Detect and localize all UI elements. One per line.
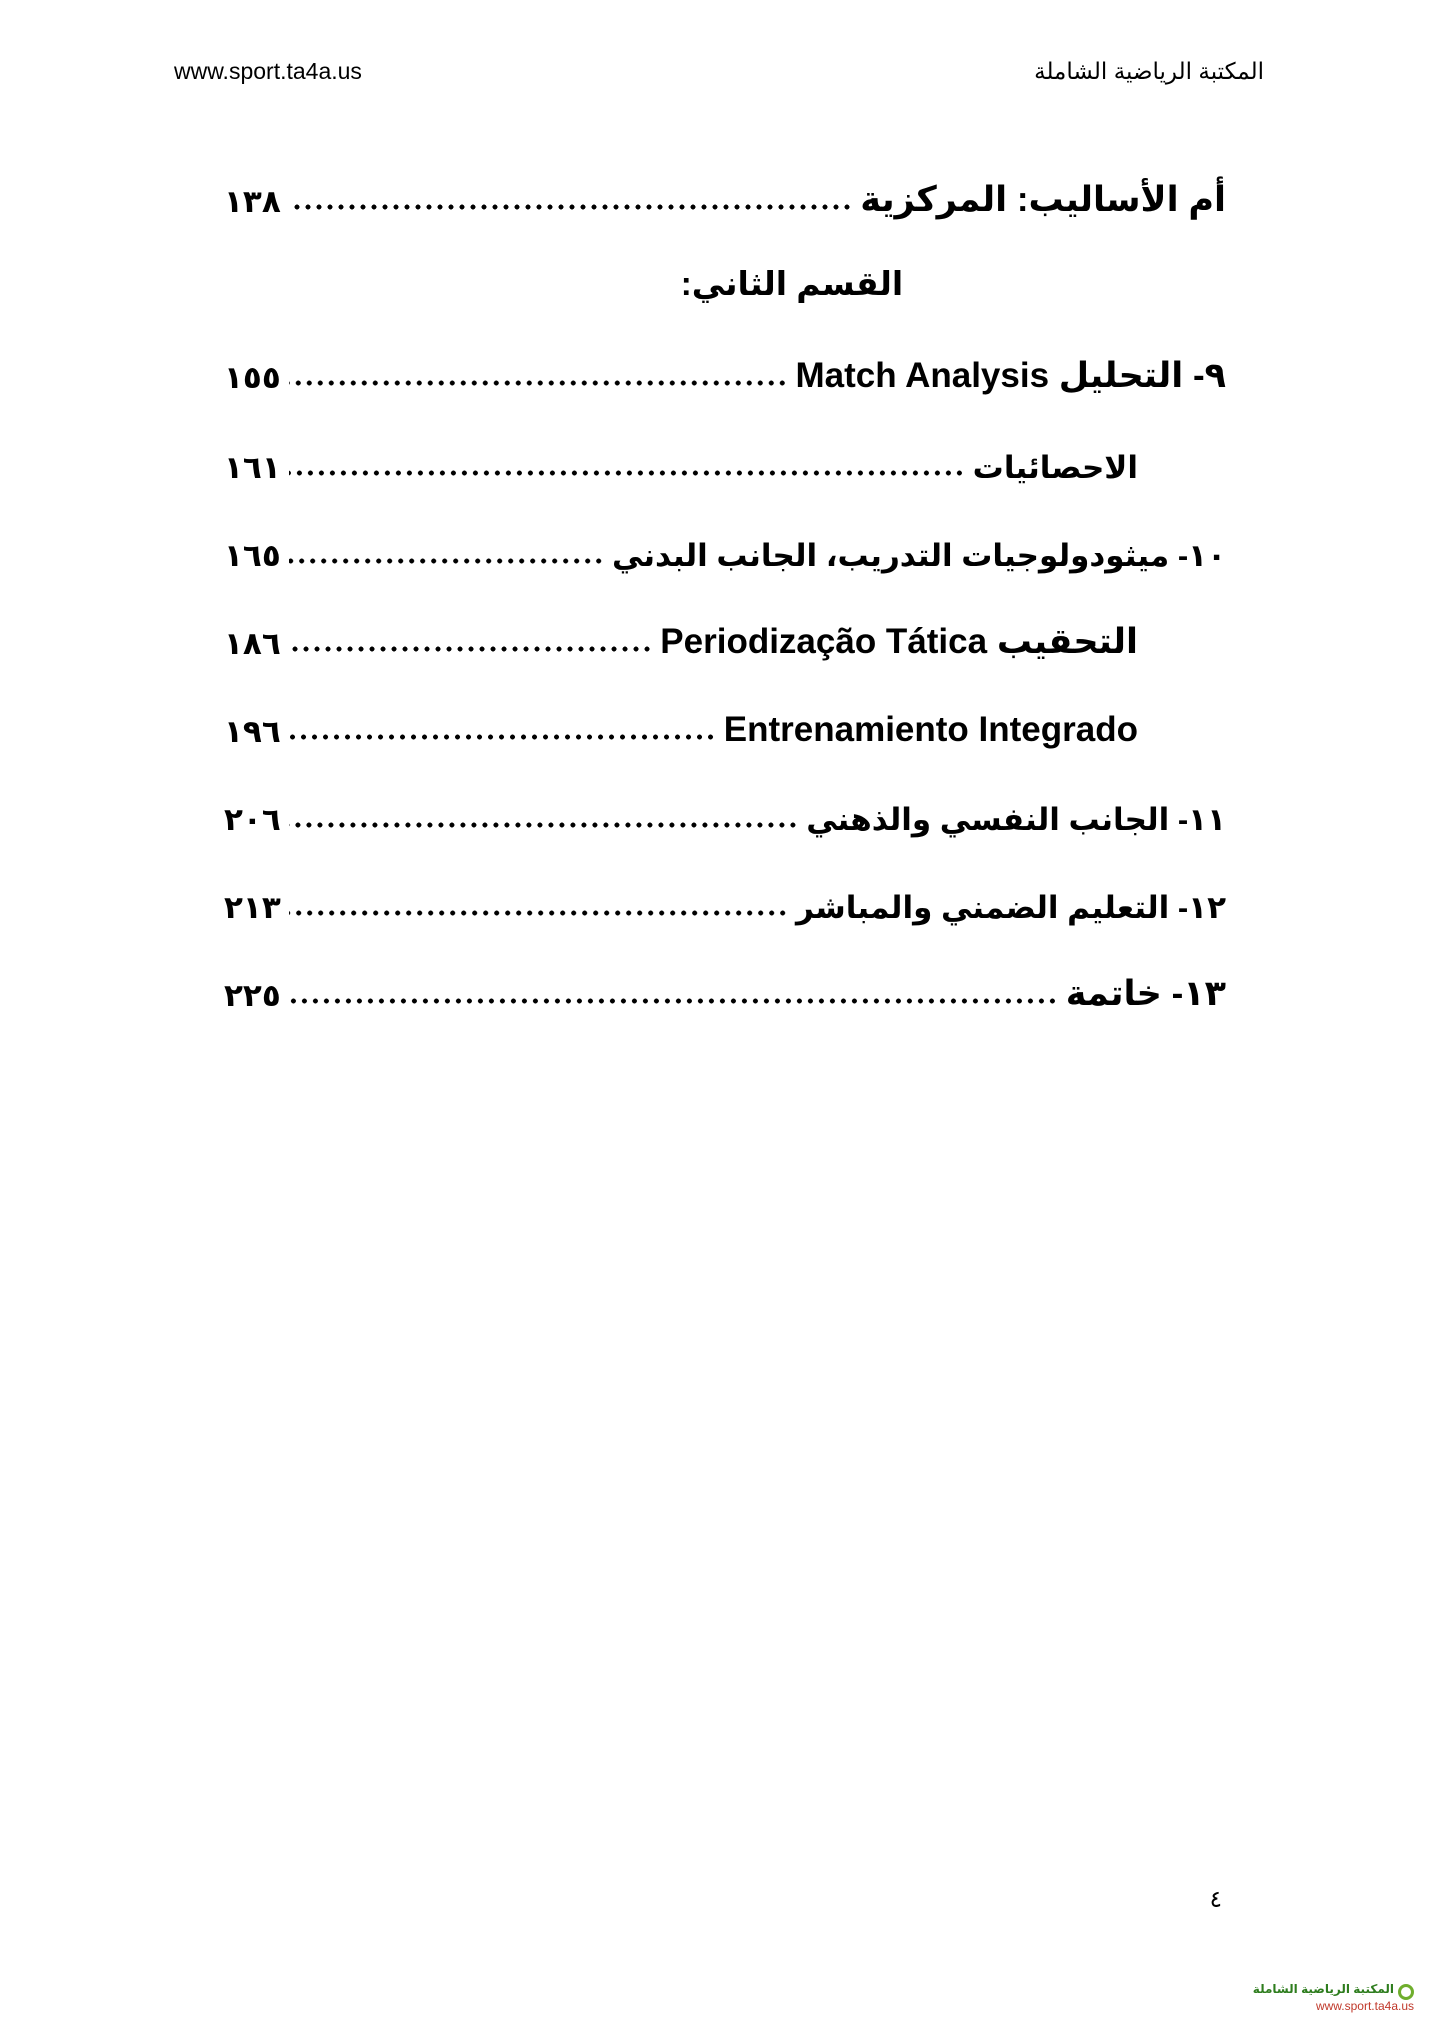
toc-entry-page: ١٣٨ (224, 184, 281, 219)
section-heading-text: القسم الثاني: (680, 265, 904, 302)
toc-entry (224, 792, 1226, 838)
logo-ring-icon (1398, 1984, 1414, 2000)
logo-url: www.sport.ta4a.us (1315, 1999, 1414, 2013)
toc-entry-page: ١٥٥ (224, 360, 281, 395)
toc-entry-page: ١٦١ (224, 450, 281, 485)
toc-entry-title: التحقيب Periodização Tática (660, 622, 1138, 661)
toc-entry-title: Entrenamiento Integrado (723, 710, 1138, 749)
toc-entry (224, 440, 1226, 486)
toc-entry-page: ٢١٣ (224, 890, 281, 925)
toc-entry (224, 350, 1226, 396)
toc-leader-dots (289, 556, 604, 566)
toc-leader-dots (289, 378, 788, 388)
section-heading (0, 264, 1434, 310)
header-url: www.sport.ta4a.us (174, 58, 362, 84)
page-number: ٤ (1209, 1886, 1222, 1912)
toc-entry-title: ١٠- ميثودولوجيات التدريب، الجانب البدني (611, 538, 1226, 573)
toc-entry-page: ١٩٦ (224, 714, 281, 749)
toc-entry-page: ١٨٦ (224, 626, 281, 661)
toc-entry (224, 968, 1226, 1014)
toc-entry (224, 528, 1226, 574)
toc-entry (224, 616, 1226, 662)
toc-entry-title: ٩- التحليل Match Analysis (795, 356, 1226, 395)
toc-entry (224, 174, 1226, 220)
toc-entry-title: ١٣- خاتمة (1065, 974, 1226, 1013)
toc-leader-dots (289, 732, 716, 742)
toc-leader-dots (289, 202, 853, 212)
library-logo (1252, 1982, 1414, 2016)
logo-text: المكتبة الرياضية الشاملة (1252, 1982, 1394, 1996)
toc-leader-dots (289, 820, 798, 830)
toc-entry (224, 704, 1226, 750)
toc-entry-page: ٢٢٥ (224, 978, 281, 1013)
toc-entry-page: ١٦٥ (224, 538, 281, 573)
toc-entry-title: أم الأساليب: المركزية (860, 180, 1226, 219)
toc-leader-dots (289, 996, 1058, 1006)
toc-entry (224, 880, 1226, 926)
toc-entry-page: ٢٠٦ (224, 802, 281, 837)
toc-leader-dots (289, 644, 653, 654)
toc-entry-title: ١٢- التعليم الضمني والمباشر (795, 890, 1226, 925)
toc-leader-dots (289, 468, 965, 478)
toc-leader-dots (289, 908, 788, 918)
header-title: المكتبة الرياضية الشاملة (1034, 58, 1264, 84)
toc-entry-title: ١١- الجانب النفسي والذهني (806, 802, 1226, 837)
toc-entry-title: الاحصائيات (972, 450, 1138, 485)
